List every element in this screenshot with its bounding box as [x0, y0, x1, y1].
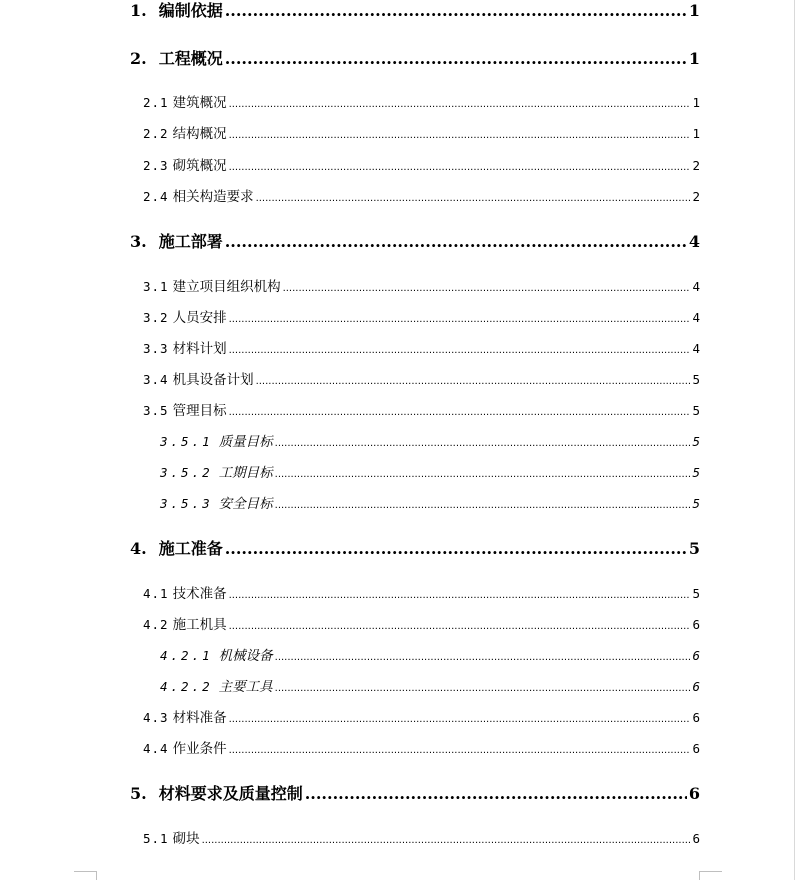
toc-entry-level2[interactable] — [143, 613, 700, 632]
toc-entry-page-number: 5 — [692, 465, 700, 480]
toc-entry-page-number: 1 — [688, 1, 700, 20]
toc-entry-title: 编制依据 — [158, 1, 223, 20]
toc-entry-title: 工程概况 — [158, 49, 223, 68]
toc-entry-number: 3.5.2 — [160, 465, 213, 480]
toc-entry-level2[interactable] — [143, 91, 700, 110]
toc-entry-number: 3. — [130, 232, 147, 251]
toc-entry-page-number: 6 — [692, 679, 700, 694]
toc-entry-page-number: 1 — [692, 126, 700, 141]
toc-entry-number: 3.2 — [143, 310, 169, 325]
toc-entry-page-number: 6 — [692, 710, 700, 725]
toc-entry-title: 施工机具 — [172, 617, 227, 633]
toc-entry-number: 1. — [130, 1, 147, 20]
toc-entry-number: 2.4 — [143, 189, 169, 204]
margin-corner-mark-left — [74, 871, 97, 880]
toc-entry-number: 5.1 — [143, 831, 169, 846]
toc-entry-title: 建筑概况 — [172, 95, 227, 111]
toc-entry-title: 砌筑概况 — [172, 158, 227, 174]
toc-entry-page-number: 6 — [692, 648, 700, 663]
toc-entry-page-number: 5 — [692, 586, 700, 601]
toc-dot-leader — [202, 835, 691, 846]
toc-entry-number: 3.4 — [143, 372, 169, 387]
toc-entry-title: 技术准备 — [172, 586, 227, 602]
toc-entry-number: 4.2 — [143, 617, 169, 632]
toc-entry-title: 安全目标 — [218, 496, 273, 512]
toc-entry-title: 建立项目组织机构 — [172, 279, 281, 295]
toc-entry-level3[interactable] — [160, 675, 700, 694]
toc-dot-leader — [225, 49, 687, 68]
toc-entry-number: 4.4 — [143, 741, 169, 756]
toc-dot-leader — [229, 345, 691, 356]
toc-entry-title: 材料要求及质量控制 — [158, 784, 303, 803]
toc-entry-title: 砌块 — [172, 831, 200, 847]
toc-entry-level2[interactable] — [143, 827, 700, 846]
toc-entry-number: 2.1 — [143, 95, 169, 110]
toc-entry-level1[interactable] — [130, 46, 700, 68]
toc-entry-level2[interactable] — [143, 122, 700, 141]
toc-entry-level2[interactable] — [143, 737, 700, 756]
toc-entry-level3[interactable] — [160, 430, 700, 449]
toc-dot-leader — [229, 745, 691, 756]
toc-dot-leader — [229, 99, 691, 110]
toc-entry-number: 5. — [130, 784, 147, 803]
toc-entry-level2[interactable] — [143, 154, 700, 173]
toc-entry-page-number: 5 — [692, 403, 700, 418]
toc-entry-page-number: 6 — [692, 831, 700, 846]
toc-entry-level3[interactable] — [160, 461, 700, 480]
toc-entry-page-number: 5 — [692, 372, 700, 387]
toc-entry-number: 4.3 — [143, 710, 169, 725]
toc-dot-leader — [229, 407, 691, 418]
toc-entry-page-number: 1 — [692, 95, 700, 110]
toc-entry-number: 4.1 — [143, 586, 169, 601]
toc-dot-leader — [229, 314, 691, 325]
toc-entry-number: 3.5.1 — [160, 434, 213, 449]
toc-entry-title: 材料准备 — [172, 710, 227, 726]
toc-dot-leader — [275, 652, 691, 663]
toc-dot-leader — [275, 438, 691, 449]
toc-entry-level2[interactable] — [143, 582, 700, 601]
toc-entry-number: 3.5.3 — [160, 496, 213, 511]
toc-entry-page-number: 4 — [692, 341, 700, 356]
toc-entry-page-number: 2 — [692, 158, 700, 173]
toc-entry-level3[interactable] — [160, 492, 700, 511]
toc-entry-title: 施工部署 — [158, 232, 223, 251]
toc-dot-leader — [256, 193, 691, 204]
toc-entry-number: 4. — [130, 539, 147, 558]
toc-dot-leader — [225, 1, 687, 20]
toc-entry-level2[interactable] — [143, 337, 700, 356]
toc-entry-level2[interactable] — [143, 306, 700, 325]
toc-entry-page-number: 4 — [692, 279, 700, 294]
toc-entry-page-number: 4 — [688, 232, 700, 251]
toc-entry-title: 相关构造要求 — [172, 189, 254, 205]
toc-entry-number: 3.1 — [143, 279, 169, 294]
toc-entry-number: 2. — [130, 49, 147, 68]
toc-entry-title: 机具设备计划 — [172, 372, 254, 388]
margin-corner-mark-right — [699, 871, 722, 880]
toc-entry-title: 工期目标 — [218, 465, 273, 481]
toc-entry-page-number: 5 — [692, 496, 700, 511]
toc-entry-number: 4.2.2 — [160, 679, 213, 694]
toc-entry-level2[interactable] — [143, 399, 700, 418]
toc-entry-level1[interactable] — [130, 536, 700, 558]
toc-dot-leader — [229, 130, 691, 141]
toc-entry-level1[interactable] — [130, 0, 700, 20]
toc-dot-leader — [305, 784, 687, 803]
toc-entry-title: 质量目标 — [218, 434, 273, 450]
toc-dot-leader — [229, 162, 691, 173]
toc-entry-page-number: 6 — [688, 784, 700, 803]
toc-entry-number: 4.2.1 — [160, 648, 213, 663]
toc-entry-page-number: 4 — [692, 310, 700, 325]
toc-entry-title: 主要工具 — [218, 679, 273, 695]
toc-entry-number: 3.5 — [143, 403, 169, 418]
toc-entry-title: 结构概况 — [172, 126, 227, 142]
toc-entry-number: 2.2 — [143, 126, 169, 141]
toc-entry-page-number: 5 — [692, 434, 700, 449]
toc-entry-level2[interactable] — [143, 368, 700, 387]
toc-entry-page-number: 2 — [692, 189, 700, 204]
toc-entry-title: 材料计划 — [172, 341, 227, 357]
toc-entry-page-number: 6 — [692, 741, 700, 756]
toc-entry-page-number: 1 — [688, 49, 700, 68]
toc-entry-title: 施工准备 — [158, 539, 223, 558]
toc-entry-title: 机械设备 — [218, 648, 273, 664]
toc-entry-title: 人员安排 — [172, 310, 227, 326]
toc-dot-leader — [275, 469, 691, 480]
toc-dot-leader — [256, 376, 691, 387]
toc-dot-leader — [229, 590, 691, 601]
toc-entry-level1[interactable] — [130, 229, 700, 251]
toc-entry-level2[interactable] — [143, 275, 700, 294]
toc-entry-page-number: 6 — [692, 617, 700, 632]
toc-entry-level2[interactable] — [143, 185, 700, 204]
toc-entry-level1[interactable] — [130, 781, 700, 803]
toc-dot-leader — [225, 539, 687, 558]
toc-dot-leader — [229, 621, 691, 632]
toc-dot-leader — [275, 683, 691, 694]
toc-dot-leader — [229, 714, 691, 725]
toc-entry-level2[interactable] — [143, 706, 700, 725]
toc-entry-number: 3.3 — [143, 341, 169, 356]
toc-entry-number: 2.3 — [143, 158, 169, 173]
toc-dot-leader — [225, 232, 687, 251]
toc-entry-level3[interactable] — [160, 644, 700, 663]
toc-dot-leader — [275, 500, 691, 511]
toc-entry-title: 管理目标 — [172, 403, 227, 419]
toc-entry-title: 作业条件 — [172, 741, 227, 757]
toc-dot-leader — [283, 283, 691, 294]
toc-entry-page-number: 5 — [688, 539, 700, 558]
